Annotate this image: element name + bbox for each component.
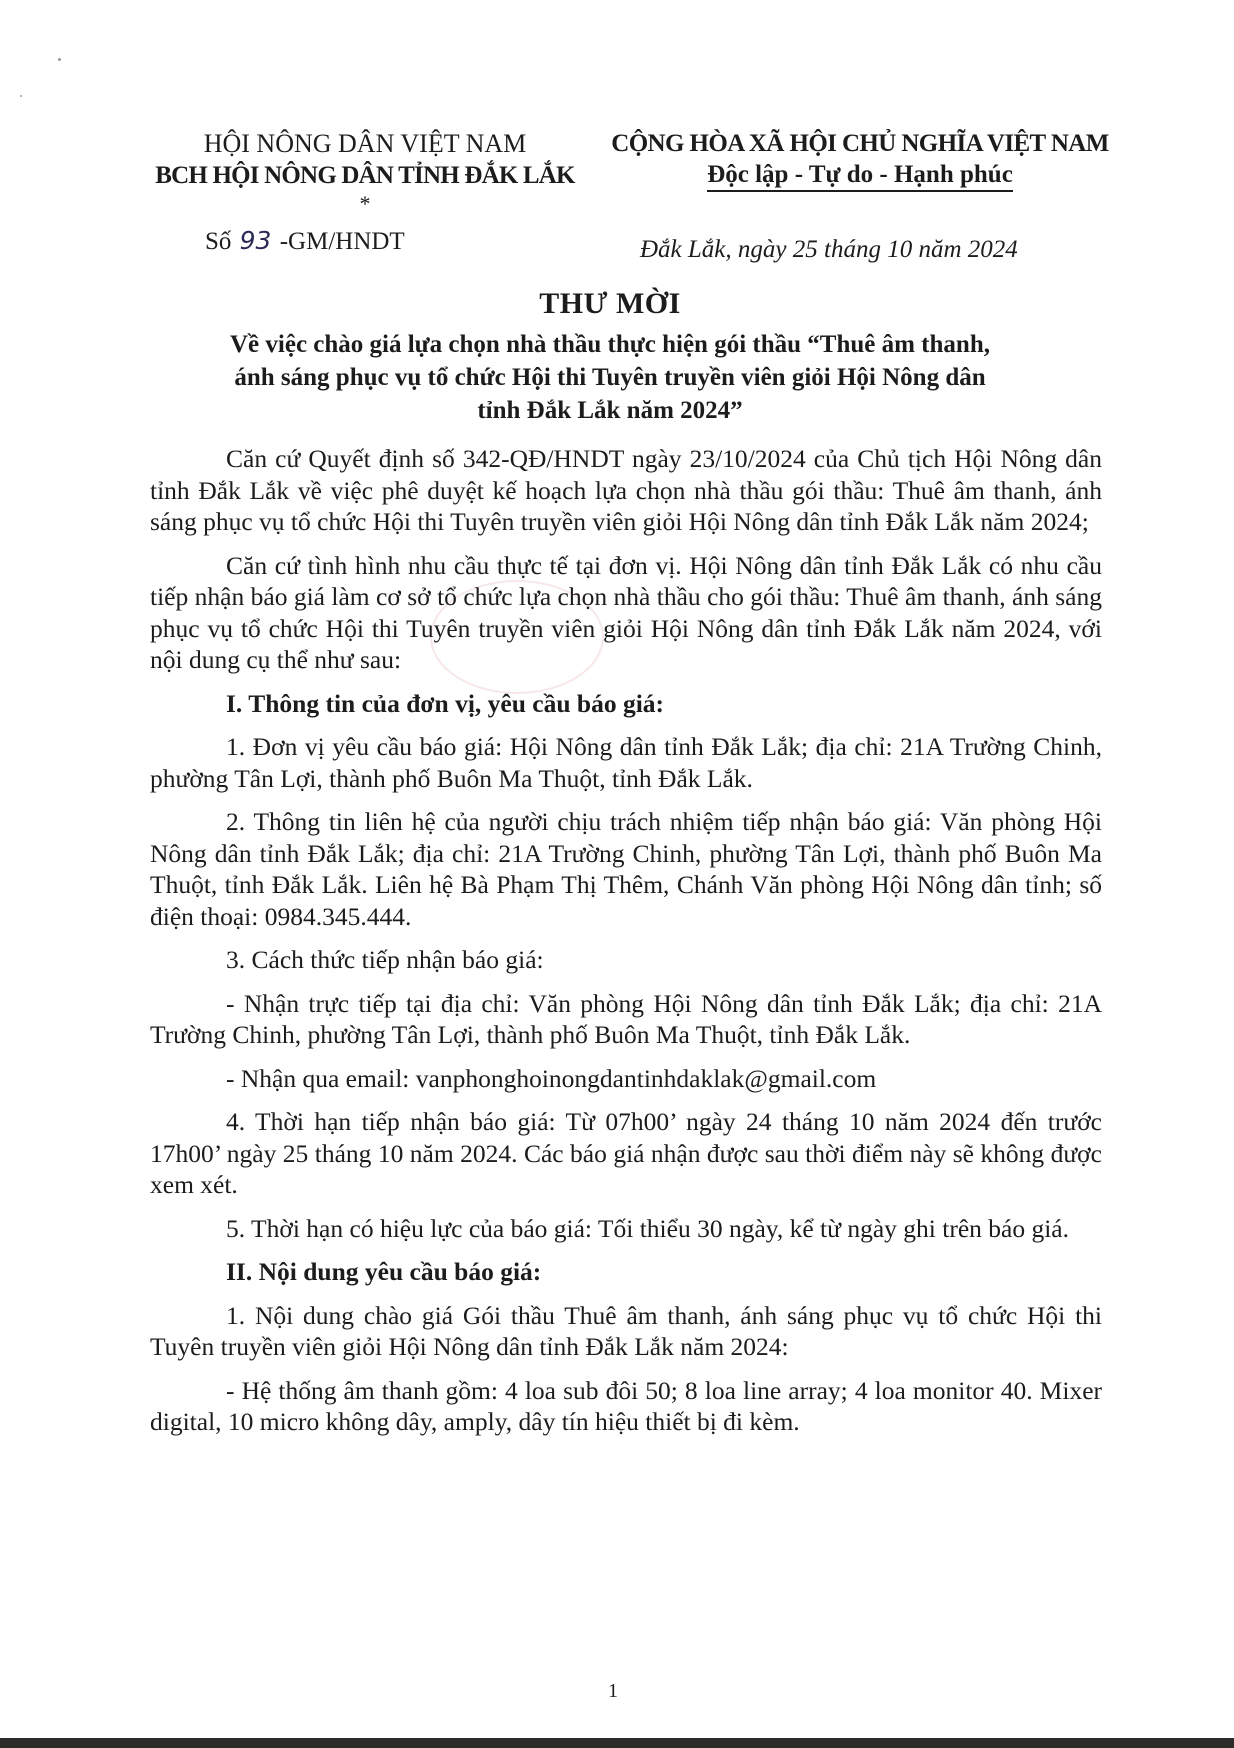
body-paragraph: 1. Đơn vị yêu cầu báo giá: Hội Nông dân tỉnh Đắk Lắk; địa chỉ: 21A Trường Chinh, phường Tân Lợi, thành phố Buôn Ma Thuột, tỉnh Đắk Lắk. — [150, 732, 1102, 793]
document-subject — [150, 328, 1070, 427]
issuer-org-line1: HỘI NÔNG DÂN VIỆT NAM — [203, 129, 527, 158]
body-paragraph: 5. Thời hạn có hiệu lực của báo giá: Tối thiểu 30 ngày, kể từ ngày ghi trên báo giá. — [226, 1213, 1069, 1243]
email-line: - Nhận qua email: vanphonghoinongdantinhdaklak@gmail.com — [226, 1063, 877, 1093]
body-paragraph: 2. Thông tin liên hệ của người chịu trách nhiệm tiếp nhận báo giá: Văn phòng Hội Nông dân tỉnh Đắk Lắk; địa chỉ: 21A Trường Chinh, phường Tân Lợi, thành phố Buôn Ma Thuột, tỉnh Đắk Lắk. Liên hệ Bà Phạm Thị Thêm, Chánh Văn phòng Hội Nông dân tỉnh; số điện thoại: 0984.345.444. — [150, 807, 1102, 931]
subject-line: Về việc chào giá lựa chọn nhà thầu thực hiện gói thầu “Thuê âm thanh, — [230, 331, 990, 358]
issuer-star: * — [359, 191, 371, 216]
body-paragraph: - Nhận trực tiếp tại địa chỉ: Văn phòng Hội Nông dân tỉnh Đắk Lắk; địa chỉ: 21A Trường Chinh, phường Tân Lợi, thành phố Buôn Ma Thuột, tỉnh Đắk Lắk. — [150, 988, 1102, 1049]
body-paragraph: Căn cứ tình hình nhu cầu thực tế tại đơn vị. Hội Nông dân tỉnh Đắk Lắk có nhu cầu tiếp nhận báo giá làm cơ sở tổ chức lựa chọn nhà thầu cho gói thầu: Thuê âm thanh, ánh sáng phục vụ tổ chức Hội thi Tuyên truyền viên giỏi Hội Nông dân tỉnh Đắk Lắk năm 2024, với nội dung cụ thể như sau: — [150, 550, 1102, 674]
national-motto: Độc lập - Tự do - Hạnh phúc — [707, 160, 1013, 192]
issuer-block — [145, 128, 585, 214]
page-number: 1 — [608, 1680, 618, 1702]
place-date: Đắk Lắk, ngày 25 tháng 10 năm 2024 — [640, 236, 1018, 263]
subject-line: tỉnh Đắk Lắk năm 2024” — [477, 397, 743, 424]
national-heading — [600, 128, 1120, 192]
nation-name: CỘNG HÒA XÃ HỘI CHỦ NGHĨA VIỆT NAM — [611, 130, 1109, 157]
body-paragraph: - Hệ thống âm thanh gồm: 4 loa sub đôi 50; 8 loa line array; 4 loa monitor 40. Mixer digital, 10 micro không dây, amply, dây tín hiệu thiết bị đi kèm. — [150, 1375, 1102, 1436]
body-paragraph: 1. Nội dung chào giá Gói thầu Thuê âm thanh, ánh sáng phục vụ tổ chức Hội thi Tuyên truyền viên giỏi Hội Nông dân tỉnh Đắk Lắk năm 2024: — [150, 1300, 1102, 1361]
body-paragraph: Căn cứ Quyết định số 342-QĐ/HNDT ngày 23/10/2024 của Chủ tịch Hội Nông dân tỉnh Đắk Lắk về việc phê duyệt kế hoạch lựa chọn nhà thầu gói thầu: Thuê âm thanh, ánh sáng phục vụ tổ chức Hội thi Tuyên truyền viên giỏi Hội Nông dân tỉnh Đắk Lắk năm 2024; — [150, 444, 1102, 536]
body-paragraph: 3. Cách thức tiếp nhận báo giá: — [226, 945, 544, 974]
doc-number-prefix: Số — [205, 228, 232, 255]
doc-number-handwritten: 93 — [239, 226, 272, 255]
scan-speck — [20, 95, 22, 97]
subject-line: ánh sáng phục vụ tổ chức Hội thi Tuyên truyền viên giỏi Hội Nông dân — [234, 364, 986, 391]
section-heading-1: I. Thông tin của đơn vị, yêu cầu báo giá: — [226, 688, 665, 718]
document-body — [150, 443, 1102, 1450]
doc-number-suffix: -GM/HNDT — [279, 228, 405, 255]
scan-bottom-edge — [0, 1738, 1234, 1748]
document-title: THƯ MỜI — [539, 287, 681, 320]
scan-speck — [58, 58, 61, 61]
issuer-org-line2: BCH HỘI NÔNG DÂN TỈNH ĐẮK LẮK — [155, 162, 575, 189]
document-number — [205, 226, 405, 256]
section-heading-2: II. Nội dung yêu cầu báo giá: — [226, 1257, 542, 1286]
body-paragraph: 4. Thời hạn tiếp nhận báo giá: Từ 07h00’ ngày 24 tháng 10 năm 2024 đến trước 17h00’ ngày 25 tháng 10 năm 2024. Các báo giá nhận được sau thời điểm này sẽ không được xem xét. — [150, 1107, 1102, 1199]
